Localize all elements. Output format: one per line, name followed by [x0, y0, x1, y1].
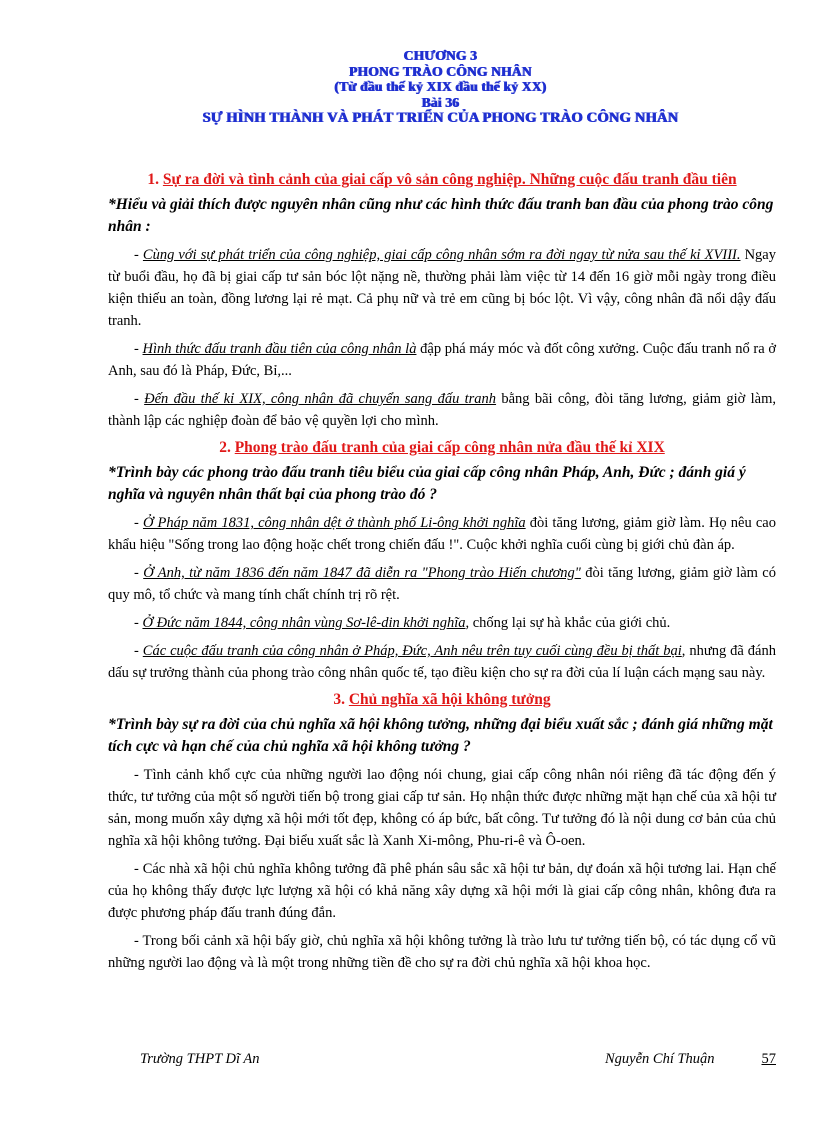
- footer-school: Trường THPT Dĩ An: [140, 1051, 260, 1067]
- paragraph-text: - Tình cảnh khổ cực của những người lao động nói chung, giai cấp công nhân nói riêng đã tác động đến ý thức, tư tưởng của một số người tiến bộ trong giai cấp tư sản. Họ nhận thức được những mặt hạn chế của xã hội tư sản, mong muốn xây dựng xã hội mới tốt đẹp, không có áp bức, bất công. Tư tưởng đó là nội dung cơ bản của chủ nghĩa xã hội không tưởng. Đại biểu xuất sắc là Xanh Xi-mông, Phu-ri-ê và Ô-oen.: [108, 767, 776, 849]
- section-3: [108, 690, 776, 974]
- paragraph: - Ở Anh, từ năm 1836 đến năm 1847 đã diễn ra "Phong trào Hiến chương" đòi tăng lương, giảm giờ làm có quy mô, tổ chức và mang tính chất chính trị rõ rệt.: [108, 565, 776, 603]
- paragraph: - Đến đầu thế kỉ XIX, công nhân đã chuyển sang đấu tranh bằng bãi công, đòi tăng lương, giảm giờ làm, thành lập các nghiệp đoàn để bảo vệ quyền lợi cho mình.: [108, 391, 776, 429]
- paragraph-text: , nhưng đã đánh dấu sự trưởng thành của phong trào công nhân quốc tế, tạo điều kiện cho sự ra đời của lí luận cách mạng sau này.: [108, 643, 776, 681]
- paragraph-lead: Các cuộc đấu tranh của công nhân ở Pháp, Đức, Anh nêu trên tuy cuối cùng đều bị thất bại: [142, 643, 682, 659]
- paragraph-text: , chống lại sự hà khắc của giới chủ.: [465, 615, 671, 631]
- page-number: 57: [761, 1051, 776, 1067]
- paragraph: - Các cuộc đấu tranh của công nhân ở Pháp, Đức, Anh nêu trên tuy cuối cùng đều bị thất bại, nhưng đã đánh dấu sự trưởng thành của phong trào công nhân quốc tế, tạo điều kiện cho sự ra đời của lí luận cách mạng sau này.: [108, 643, 776, 681]
- lesson-label: Bài 36: [421, 94, 459, 110]
- paragraph-text: đập phá máy móc và đốt công xưởng. Cuộc đấu tranh nổ ra ở Anh, sau đó là Pháp, Đức, Bỉ,...: [108, 341, 777, 379]
- paragraph-lead: Đến đầu thế kỉ XIX, công nhân đã chuyển sang đấu tranh: [144, 391, 497, 407]
- section-number: 1.: [147, 171, 160, 188]
- section-2: [108, 438, 776, 684]
- paragraph-text: - Các nhà xã hội chủ nghĩa không tưởng đã phê phán sâu sắc xã hội tư bản, dự đoán xã hội tương lai. Hạn chế của họ không thấy được lực lượng xã hội có khả năng xây dựng xã hội mới là giai cấp công nhân, không đưa ra được phương pháp đấu tranh đúng đắn.: [108, 861, 776, 921]
- section-question: *Trình bày các phong trào đấu tranh tiêu biểu của giai cấp công nhân Pháp, Anh, Đức ; đánh giá ý nghĩa và nguyên nhân thất bại của phong trào đó ?: [108, 464, 746, 503]
- paragraph: - Ở Đức năm 1844, công nhân vùng Sơ-lê-din khởi nghĩa, chống lại sự hà khắc của giới chủ.: [134, 615, 671, 631]
- section-question: *Hiểu và giải thích được nguyên nhân cũng như các hình thức đấu tranh ban đầu của phong trào công nhân :: [108, 196, 774, 235]
- paragraph: - Hình thức đấu tranh đầu tiên của công nhân là đập phá máy móc và đốt công xưởng. Cuộc đấu tranh nổ ra ở Anh, sau đó là Pháp, Đức, Bỉ,...: [108, 341, 777, 379]
- page-footer: [108, 1048, 776, 1070]
- paragraph-text: đòi tăng lương, giảm giờ làm. Họ nêu cao khẩu hiệu "Sống trong lao động hoặc chết trong chiến đấu !". Cuộc khởi nghĩa cuối cùng bị giới chủ đàn áp.: [108, 515, 776, 553]
- paragraph-lead: Ở Pháp năm 1831, công nhân dệt ở thành phố Li-ông khởi nghĩa: [142, 515, 526, 531]
- paragraph-lead: Cùng với sự phát triển của công nghiệp, giai cấp công nhân sớm ra đời ngay từ nửa sau thế kỉ XVIII.: [142, 247, 741, 263]
- section-question: *Trình bày sự ra đời của chủ nghĩa xã hội không tưởng, những đại biểu xuất sắc ; đánh giá những mặt tích cực và hạn chế của chủ nghĩa xã hội không tưởng ?: [108, 716, 773, 755]
- chapter-label: CHƯƠNG 3: [403, 48, 477, 63]
- paragraph: - Cùng với sự phát triển của công nghiệp, giai cấp công nhân sớm ra đời ngay từ nửa sau thế kỉ XVIII. Ngay từ buổi đầu, họ đã bị giai cấp tư sản bóc lột nặng nề, thường phải làm việc từ 14 đến 16 giờ mỗi ngày trong điều kiện thiếu an toàn, đồng lương lại rẻ mạt. Cả phụ nữ và trẻ em cũng bị bóc lột. Vì vậy, công nhân đã nổi dậy đấu tranh.: [108, 247, 776, 329]
- lesson-title: SỰ HÌNH THÀNH VÀ PHÁT TRIỂN CỦA PHONG TRÀO CÔNG NHÂN: [202, 110, 678, 126]
- paragraph-lead: Hình thức đấu tranh đầu tiên của công nhân là: [142, 341, 417, 357]
- paragraph: [108, 858, 776, 924]
- paragraph: - Ở Pháp năm 1831, công nhân dệt ở thành phố Li-ông khởi nghĩa đòi tăng lương, giảm giờ làm. Họ nêu cao khẩu hiệu "Sống trong lao động hoặc chết trong chiến đấu !". Cuộc khởi nghĩa cuối cùng bị giới chủ đàn áp.: [108, 515, 776, 553]
- footer-author: Nguyễn Chí Thuận: [605, 1051, 715, 1067]
- paragraph: [108, 764, 776, 852]
- section-number: 2.: [219, 439, 231, 456]
- document-header: [100, 48, 780, 127]
- paragraph-text: Ngay từ buổi đầu, họ đã bị giai cấp tư sản bóc lột nặng nề, thường phải làm việc từ 14 đến 16 giờ mỗi ngày trong điều kiện thiếu an toàn, đồng lương lại rẻ mạt. Cả phụ nữ và trẻ em cũng bị bóc lột. Vì vậy, công nhân đã nổi dậy đấu tranh.: [108, 247, 776, 329]
- section-title: Sự ra đời và tình cảnh của giai cấp vô sản công nghiệp. Những cuộc đấu tranh đầu tiên: [162, 171, 737, 188]
- section-1: [108, 170, 776, 432]
- paragraph-lead: Ở Anh, từ năm 1836 đến năm 1847 đã diễn ra "Phong trào Hiến chương": [143, 565, 581, 581]
- lesson-content: [108, 170, 776, 980]
- section-title: Phong trào đấu tranh của giai cấp công nhân nửa đầu thế kỉ XIX: [234, 439, 665, 456]
- period-subtitle: (Từ đầu thế kỷ XIX đầu thế kỷ XX): [334, 79, 546, 94]
- paragraph-text: - Trong bối cảnh xã hội bấy giờ, chủ nghĩa xã hội không tưởng là trào lưu tư tưởng tiến bộ, có tác dụng cổ vũ những người lao động và là một trong những tiền đề cho sự ra đời chủ nghĩa xã hội khoa học.: [108, 933, 776, 971]
- section-number: 3.: [333, 691, 345, 708]
- paragraph-text: bằng bãi công, đòi tăng lương, giảm giờ làm, thành lập các nghiệp đoàn để bảo vệ quyền lợi cho mình.: [108, 391, 776, 429]
- section-heading: [108, 690, 776, 710]
- paragraph-text: đòi tăng lương, giảm giờ làm có quy mô, tổ chức và mang tính chất chính trị rõ rệt.: [108, 565, 776, 603]
- section-heading: [108, 438, 776, 458]
- paragraph-lead: Ở Đức năm 1844, công nhân vùng Sơ-lê-din khởi nghĩa: [142, 615, 466, 631]
- paragraph: [108, 930, 776, 974]
- section-heading: [108, 170, 776, 190]
- movement-title: PHONG TRÀO CÔNG NHÂN: [348, 63, 532, 79]
- section-title: Chủ nghĩa xã hội không tưởng: [348, 691, 551, 708]
